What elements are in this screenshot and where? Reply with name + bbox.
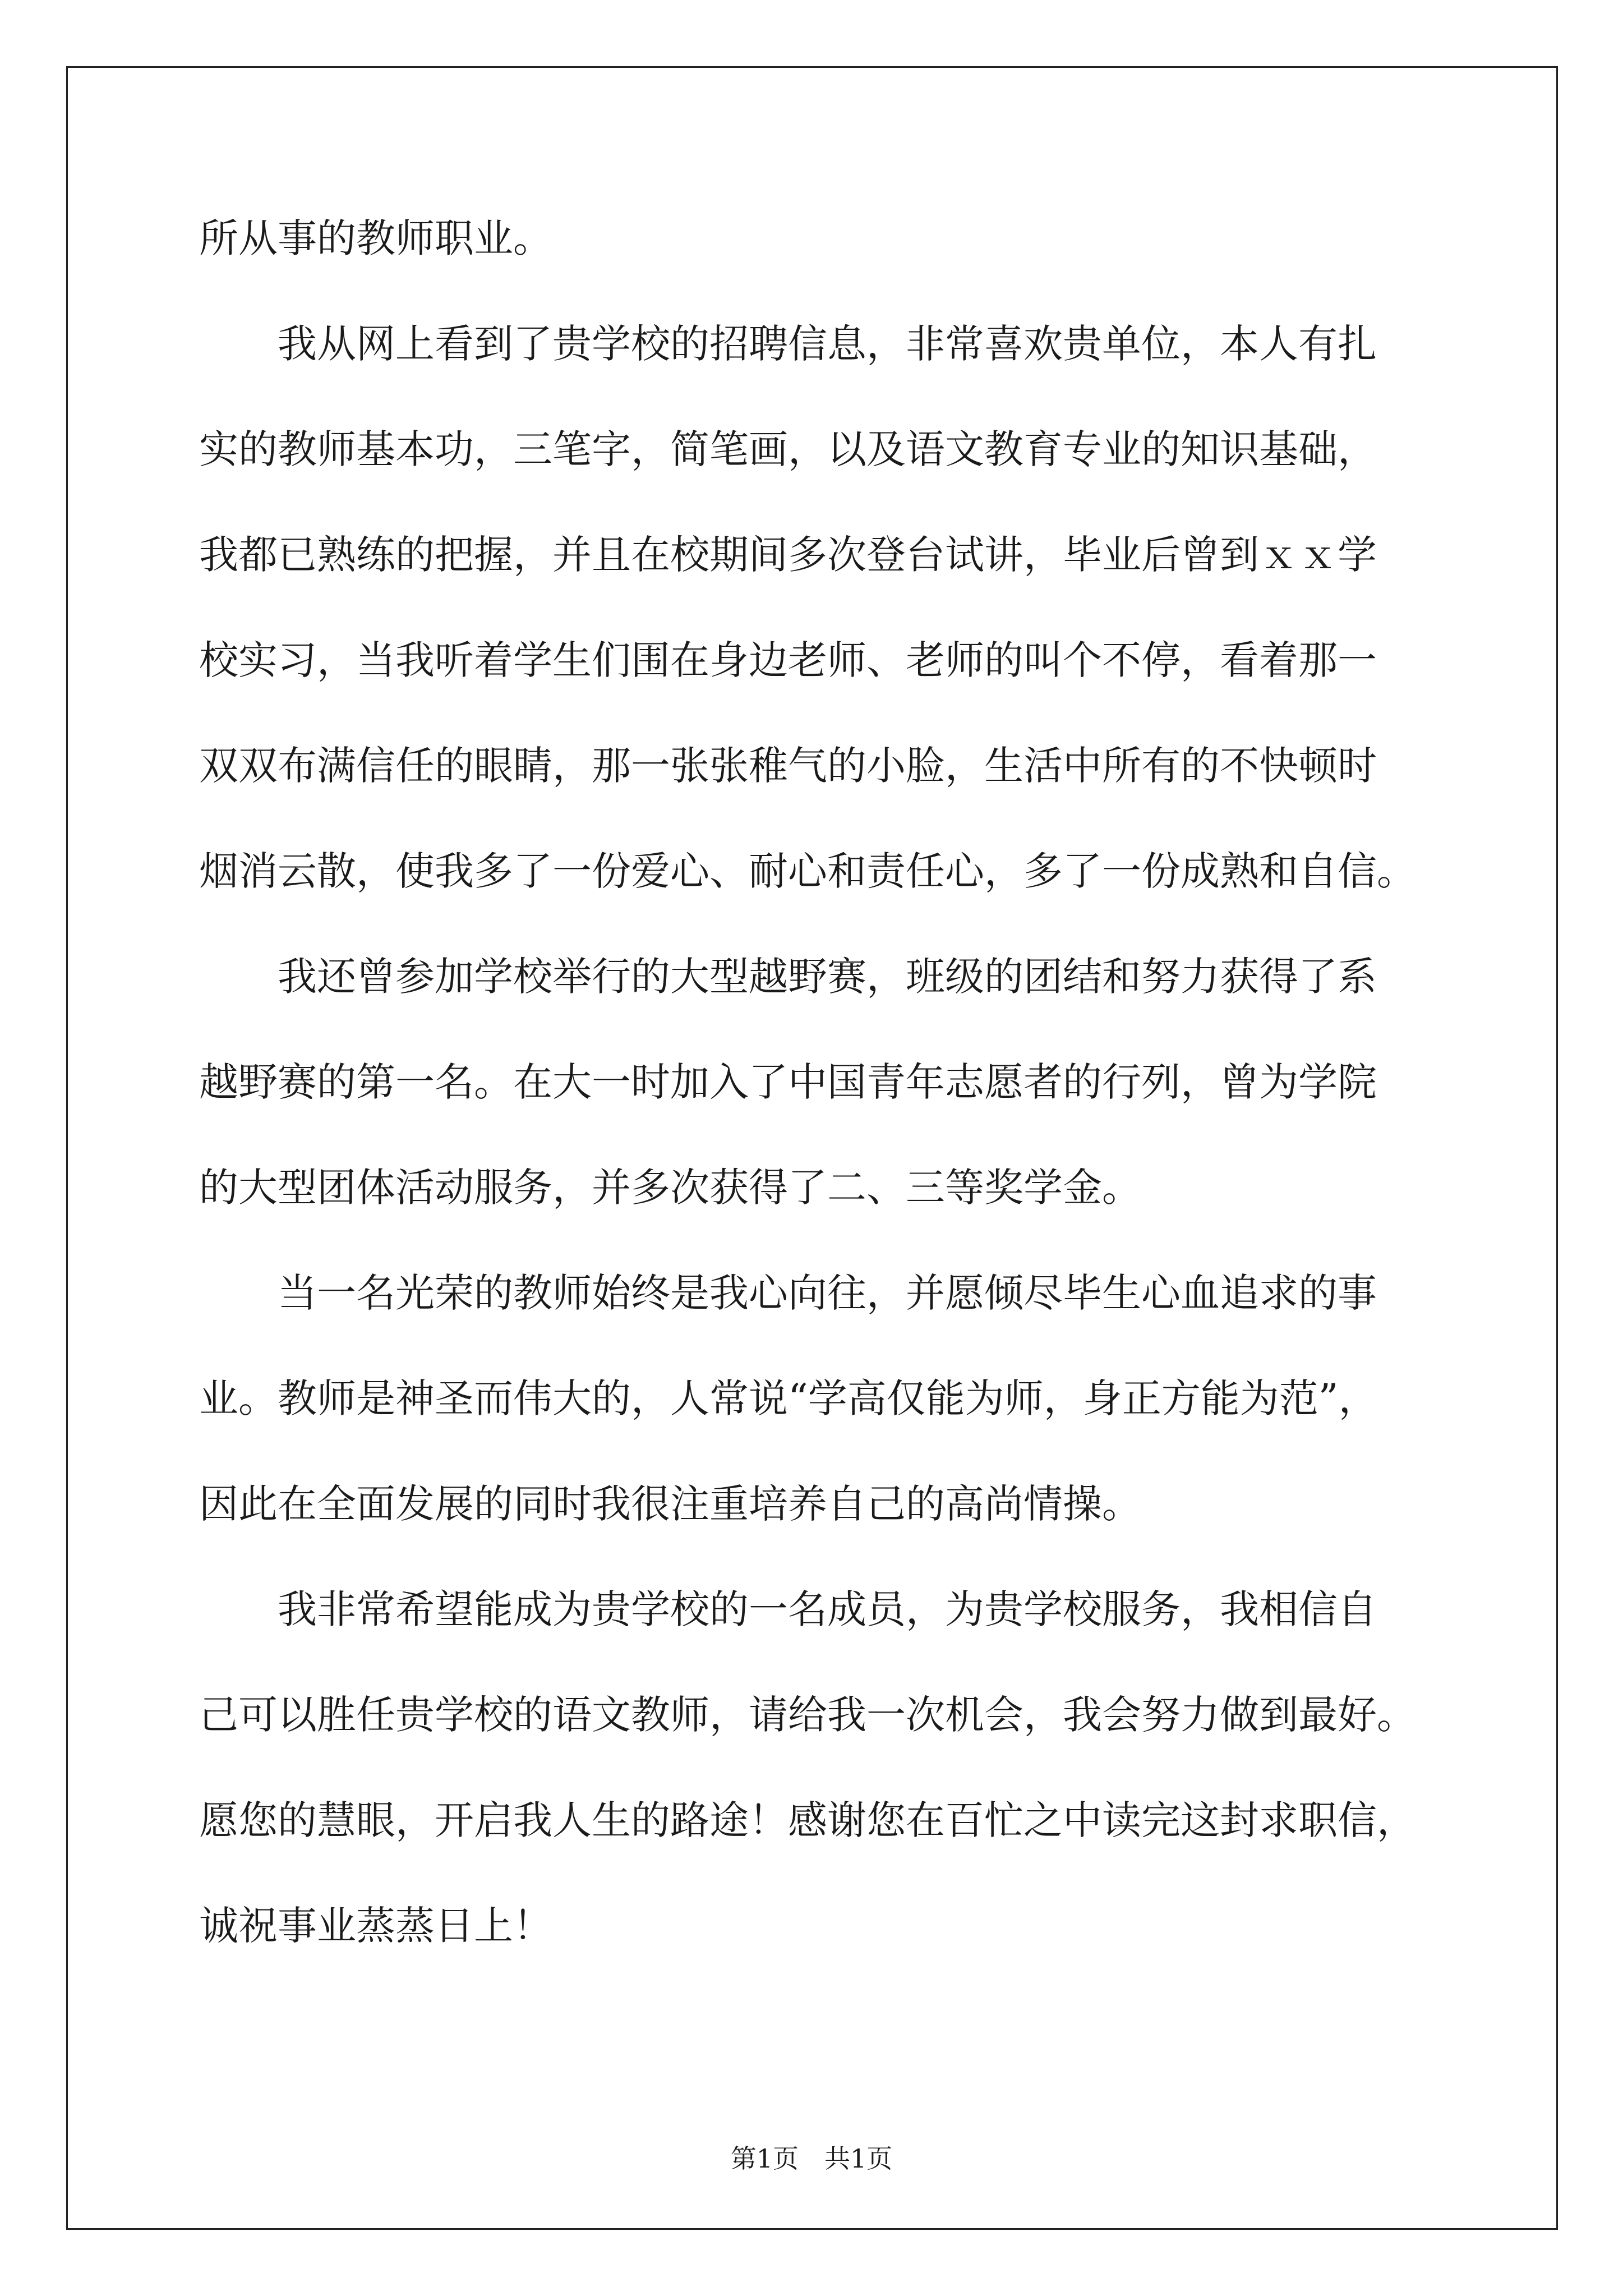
text-line: 诚祝事业蒸蒸日上！ (199, 1903, 552, 1949)
text-line: 业。教师是神圣而伟大的，人常说“学高仅能为师，身正方能为范”， (199, 1375, 1378, 1421)
text-line: 愿您的慧眼，开启我人生的路途！感谢您在百忙之中读完这封求职信， (199, 1797, 1416, 1843)
paragraph-first-line: 我还曾参加学校举行的大型越野赛，班级的团结和努力获得了系 (278, 954, 1377, 1000)
text-line: 的大型团体活动服务，并多次获得了二、三等奖学金。 (199, 1165, 1141, 1211)
text-line: 越野赛的第一名。在大一时加入了中国青年志愿者的行列，曾为学院 (199, 1059, 1377, 1105)
text-line: 烟消云散，使我多了一份爱心、耐心和责任心，多了一份成熟和自信。 (199, 848, 1416, 894)
text-line: 校实习，当我听着学生们围在身边老师、老师的叫个不停，看着那一 (199, 637, 1377, 683)
text-line: 己可以胜任贵学校的语文教师，请给我一次机会，我会努力做到最好。 (199, 1692, 1416, 1738)
text-line: 我都已熟练的把握，并且在校期间多次登台试讲，毕业后曾到ｘｘ学 (199, 532, 1377, 578)
text-line: 双双布满信任的眼睛，那一张张稚气的小脸，生活中所有的不快顿时 (199, 743, 1377, 789)
page-number: 第1页 共1页 (730, 2143, 893, 2174)
paragraph-first-line: 当一名光荣的教师始终是我心向往，并愿倾尽毕生心血追求的事 (278, 1270, 1377, 1316)
text-line: 因此在全面发展的同时我很注重培养自己的高尚情操。 (199, 1481, 1141, 1527)
text-line: 实的教师基本功，三笔字，简笔画，以及语文教育专业的知识基础， (199, 426, 1377, 472)
text-line: 所从事的教师职业。 (199, 215, 552, 261)
paragraph-first-line: 我非常希望能成为贵学校的一名成员，为贵学校服务，我相信自 (278, 1586, 1377, 1632)
paragraph-first-line: 我从网上看到了贵学校的招聘信息，非常喜欢贵单位，本人有扎 (278, 321, 1377, 367)
